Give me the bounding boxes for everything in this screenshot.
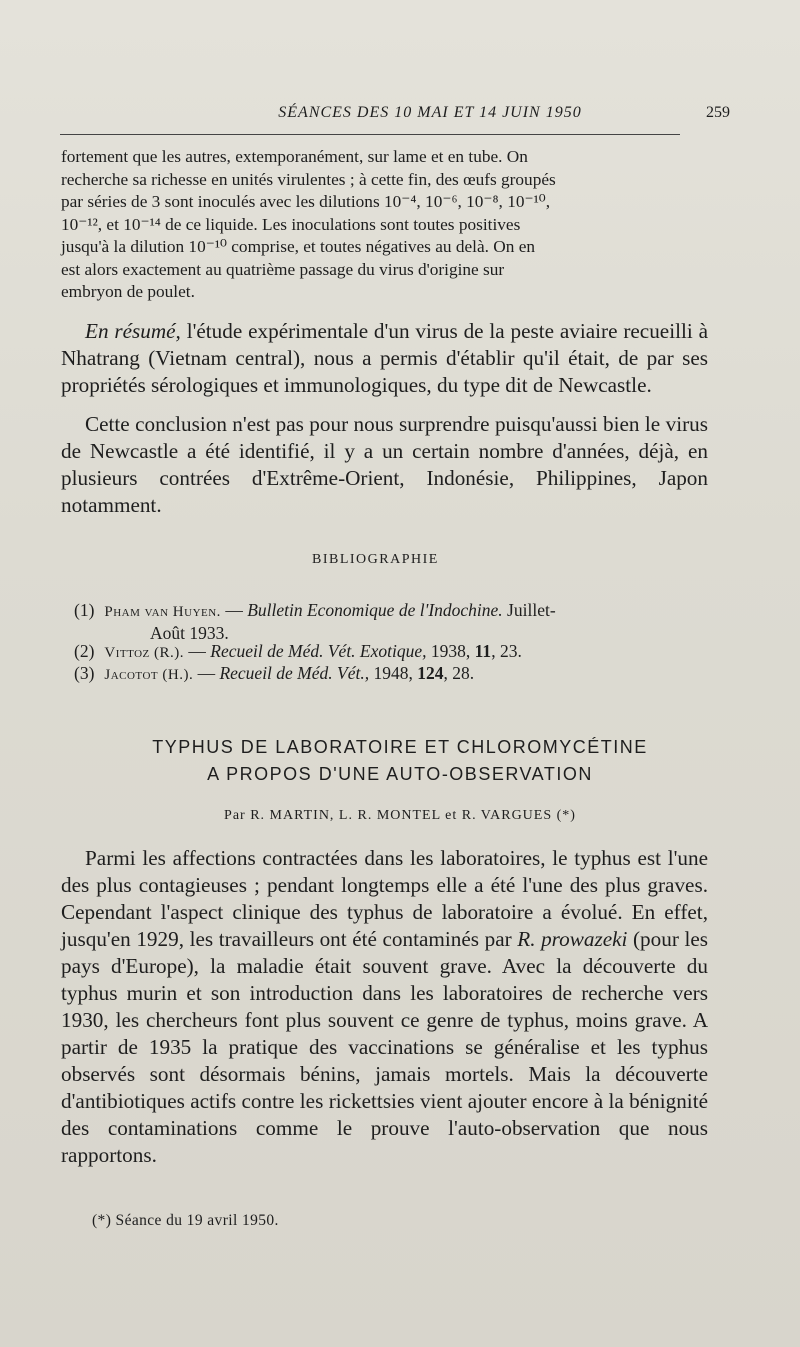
article-title-line-1: TYPHUS DE LABORATOIRE ET CHLOROMYCÉTINE — [152, 737, 648, 757]
conclusion-text: Cette conclusion n'est pas pour nous surprendre puisqu'aussi bien le virus de Newcastle a été identifié, il y a un certain nombre d'années, déjà, en plusieurs contrées d'Extrême-Orient, Indonésie, Philippines, Japon notamment. — [61, 412, 708, 517]
text-line: 10⁻¹², et 10⁻¹⁴ de ce liquide. Les inoculations sont toutes positives — [61, 214, 521, 234]
ref-number: (1) — [74, 600, 95, 620]
ref-details: Juillet- — [502, 600, 556, 620]
ref-pages: , 23. — [491, 641, 522, 661]
article-authors: Par R. MARTIN, L. R. MONTEL et R. VARGUES (*) — [224, 808, 576, 823]
text-line: est alors exactement au quatrième passage du virus d'origine sur — [61, 259, 505, 279]
running-header: SÉANCES DES 10 MAI ET 14 JUIN 1950 — [278, 104, 582, 121]
summary-paragraph — [61, 318, 708, 399]
ref-details: 1948, — [369, 663, 418, 683]
text-line: recherche sa richesse en unités virulentes ; à cette fin, des œufs groupés — [61, 169, 556, 189]
footnote: (*) Séance du 19 avril 1950. — [92, 1212, 279, 1229]
ref-author: Jacotot (H.). — [104, 667, 194, 683]
body-text: Parmi les affections contractées dans les laboratoires, le typhus est l'une des plus contagieuses ; pendant longtemps elle a été l'une des plus graves. Cependant l'aspect clinique des typhus de laboratoire a évolué. En effet, jusqu'en 1929, les travailleurs ont été contaminés par — [61, 846, 708, 951]
ref-source: Recueil de Méd. Vét. Exotique, — [210, 641, 427, 661]
ref-volume: 11 — [474, 641, 492, 661]
summary-text: l'étude expérimentale d'un virus de la peste aviaire recueilli à Nhatrang (Vietnam central), nous a permis d'établir qu'il était, de par ses propriétés sérologiques et immunologiques, du type dit de Newcastle. — [61, 319, 708, 397]
paragraph-continued — [61, 146, 708, 304]
ref-details: 1938, — [426, 641, 475, 661]
ref-dash: — — [220, 600, 248, 620]
header-rule — [60, 134, 680, 135]
ref-author: Vittoz (R.). — [104, 645, 185, 661]
text-line: par séries de 3 sont inoculés avec les dilutions 10⁻⁴, 10⁻⁶, 10⁻⁸, 10⁻¹⁰, — [61, 192, 551, 211]
text-line: embryon de poulet. — [61, 282, 195, 301]
page-number: 259 — [706, 104, 730, 121]
ref-number: (2) — [74, 641, 95, 661]
ref-dash: — — [193, 663, 220, 683]
ref-pages: , 28. — [443, 663, 475, 683]
article-title-line-2: A PROPOS D'UNE AUTO-OBSERVATION — [207, 764, 593, 784]
ref-author: Pham van Huyen. — [104, 604, 221, 620]
bibliography-ref — [74, 600, 714, 644]
article-body — [61, 845, 708, 1169]
bibliography-ref — [74, 663, 714, 686]
bibliography-title: BIBLIOGRAPHIE — [312, 552, 439, 567]
body-italic: R. prowazeki — [517, 927, 628, 951]
ref-dash: — — [184, 641, 211, 661]
body-text: (pour les pays d'Europe), la maladie était souvent grave. Avec la découverte du typhus murin et son introduction dans les laboratoires de recherche vers 1930, les chercheurs font plus souvent ce genre de typhus, moins grave. A partir de 1935 la pratique des vaccinations se généralise et les typhus observés sont désormais bénins, jamais mortels. Mais la découverte d'antibiotiques actifs contre les rickettsies vient ajouter encore à la bénignité des contaminations comme le prouve l'auto-observation que nous rapportons. — [61, 927, 708, 1167]
ref-source: Bulletin Economique de l'Indochine. — [247, 600, 503, 620]
text-line: fortement que les autres, extemporanément, sur lame et en tube. On — [61, 147, 528, 166]
conclusion-paragraph — [61, 411, 708, 519]
ref-continuation: Août 1933. — [150, 623, 229, 643]
text-line: jusqu'à la dilution 10⁻¹⁰ comprise, et toutes négatives au delà. On en — [61, 237, 536, 256]
ref-source: Recueil de Méd. Vét., — [219, 663, 370, 683]
bibliography-ref — [74, 641, 714, 664]
ref-volume: 124 — [417, 663, 444, 683]
ref-number: (3) — [74, 663, 95, 683]
summary-lead: En résumé, — [85, 319, 181, 343]
